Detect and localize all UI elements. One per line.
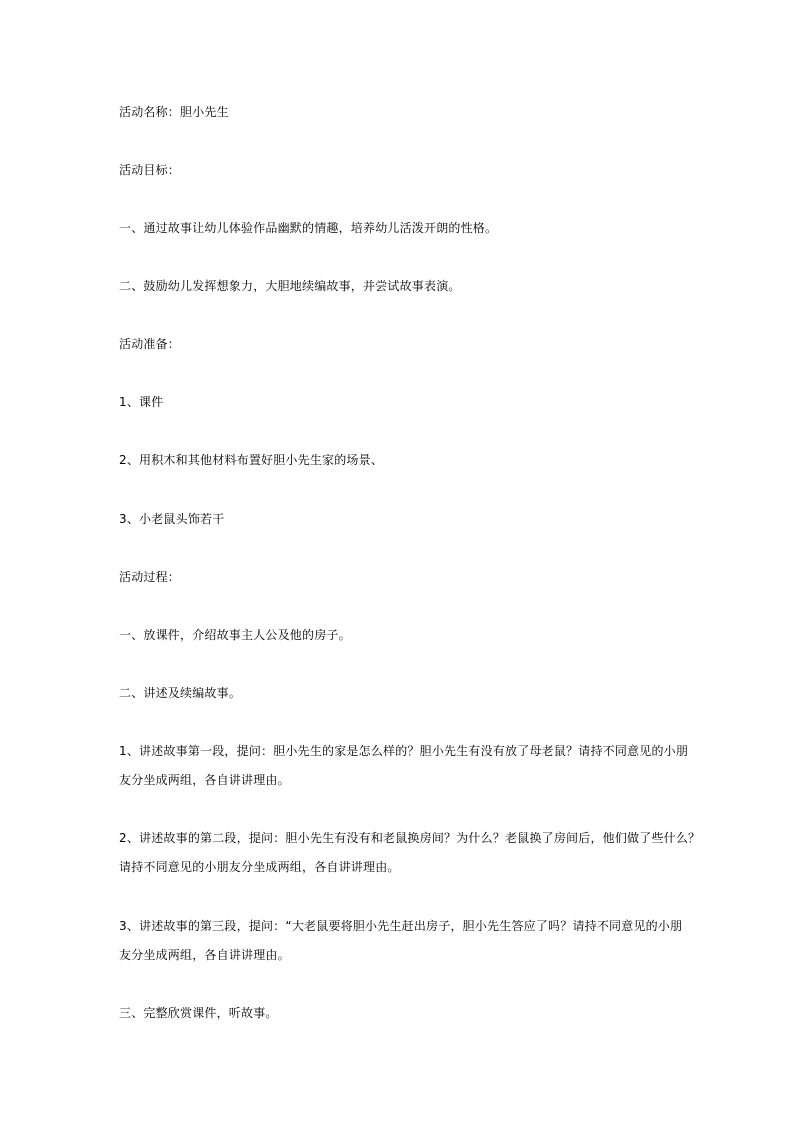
process-item-3: 三、完整欣赏课件，听故事。 [119, 1006, 278, 1020]
prep-item-3: 3、小老鼠头饰若干 [119, 512, 225, 526]
process-item-2: 二、讲述及续编故事。 [119, 686, 242, 700]
activity-name: 活动名称：胆小先生 [119, 105, 229, 119]
prep-heading: 活动准备： [119, 337, 181, 351]
step-3-line-1: 3、讲述故事的第三段，提问：“大老鼠要将胆小先生赶出房子，胆小先生答应了吗？请持不同意见的小朋 [119, 919, 683, 933]
goal-item-2: 二、鼓励幼儿发挥想象力，大胆地续编故事，并尝试故事表演。 [119, 279, 461, 293]
step-2-line-2: 请持不同意见的小朋友分坐成两组，各自讲讲理由。 [119, 860, 400, 874]
step-1-line-2: 友分坐成两组，各自讲讲理由。 [119, 773, 290, 787]
process-item-1: 一、放课件，介绍故事主人公及他的房子。 [119, 628, 351, 642]
prep-item-1: 1、课件 [119, 395, 164, 409]
step-2-line-1: 2、讲述故事的第二段，提问：胆小先生有没有和老鼠换房间？为什么？老鼠换了房间后，他们做了些什么？ [119, 831, 701, 845]
step-2-paragraph [119, 824, 701, 882]
goal-heading: 活动目标： [119, 163, 181, 177]
process-heading: 活动过程： [119, 570, 181, 584]
prep-item-2: 2、用积木和其他材料布置好胆小先生家的场景、 [119, 453, 384, 467]
step-3-line-2: 友分坐成两组，各自讲讲理由。 [119, 948, 290, 962]
step-3-paragraph [119, 912, 683, 970]
goal-item-1: 一、通过故事让幼儿体验作品幽默的情趣，培养幼儿活泼开朗的性格。 [119, 221, 498, 235]
step-1-line-1: 1、讲述故事第一段，提问：胆小先生的家是怎么样的？胆小先生有没有放了母老鼠？请持不同意见的小朋 [119, 744, 689, 758]
step-1-paragraph [119, 737, 689, 795]
